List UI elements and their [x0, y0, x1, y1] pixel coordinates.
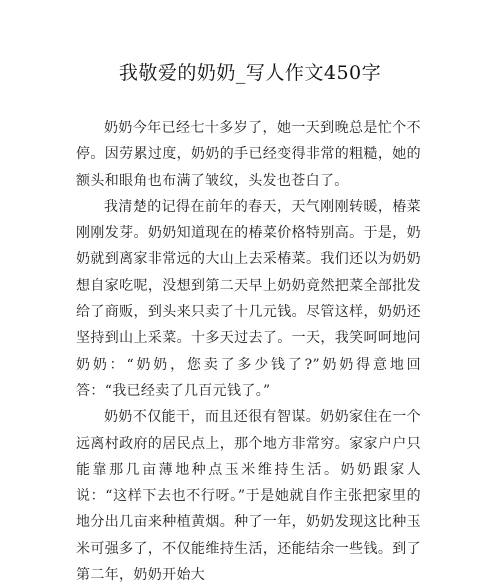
- paragraph-1: 奶奶今年已经七十多岁了，她一天到晚总是忙个不停。因劳累过度，奶奶的手已经变得非常的粗糙，她的额头和眼角也布满了皱纹，头发也苍白了。: [76, 120, 421, 189]
- article-body: [76, 115, 421, 588]
- article-title: 我敬爱的奶奶_写人作文450字: [118, 62, 382, 84]
- paragraph-2: 我清楚的记得在前年的春天，天气刚刚转暖，椿菜刚刚发芽。奶奶知道现在的椿菜价格特别高。于是，奶奶就到离家非常远的大山上去采椿菜。我们还以为奶奶想自家吃呢，没想到第二天早上奶奶竟然把菜全部批发给了商贩，到头来只卖了十几元钱。尽管这样，奶奶还坚持到山上采菜。十多天过去了。一天，我笑呵呵地问奶奶：“奶奶，您卖了多少钱了?”奶奶得意地回答：“我已经卖了几百元钱了。”: [76, 198, 421, 399]
- paragraph-3: 奶奶不仅能干，而且还很有智谋。奶奶家住在一个远离村政府的居民点上，那个地方非常穷。家家户户只能靠那几亩薄地种点玉米维持生活。奶奶跟家人说：“这样下去也不行呀。”于是她就自作主张把家里的地分出几亩来种植黄烟。种了一年，奶奶发现这比种玉米可强多了，不仅能维持生活，还能结余一些钱。到了第二年，奶奶开始大: [76, 409, 421, 584]
